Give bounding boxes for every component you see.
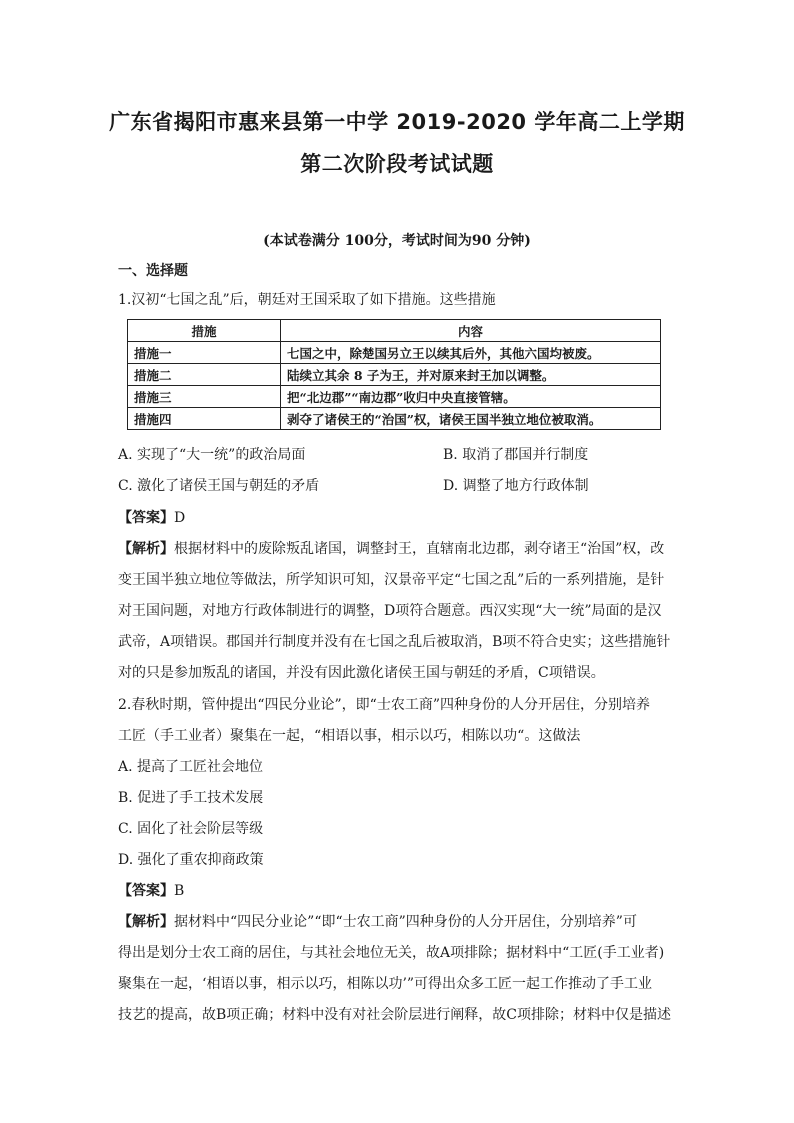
question-1-option-b: B. 取消了郡国并行制度	[443, 447, 589, 463]
question-2-answer	[118, 881, 693, 901]
question-2-analysis-line	[118, 912, 693, 932]
analysis-text: 根据材料中的废除叛乱诸国，调整封王，直辖南北边郡，剥夺诸王“治国”权，改	[174, 541, 665, 557]
table-row	[128, 364, 661, 386]
question-2-stem-line: 2.春秋时期，管仲提出“四民分业论”，即“士农工商”四种身份的人分开居住，分别培养	[118, 697, 650, 713]
exam-info: (本试卷满分 100分，考试时间为90 分钟)	[263, 233, 531, 249]
table-row	[128, 408, 661, 430]
table-header-row	[128, 320, 661, 342]
page-title-line2: 第二次阶段考试试题	[300, 152, 494, 176]
table-cell: 七国之中，除楚国另立王以续其后外，其他六国均被废。	[281, 342, 661, 364]
answer-label: 【答案】	[118, 510, 174, 526]
question-2-stem-line: 工匠（手工业者）聚集在一起，“相语以事，相示以巧，相陈以功“。这做法	[118, 728, 581, 744]
question-1-analysis-line: 对的只是参加叛乱的诸国，并没有因此激化诸侯王国与朝廷的矛盾，C项错误。	[118, 665, 605, 681]
table-cell: 把“北边郡”“南边郡”收归中央直接管辖。	[281, 386, 661, 408]
table-header-cell: 措施	[128, 320, 281, 342]
question-2-option-b: B. 促进了手工技术发展	[118, 790, 264, 806]
question-1-option-a: A. 实现了“大一统”的政治局面	[118, 447, 306, 463]
question-1-option-c: C. 激化了诸侯王国与朝廷的矛盾	[118, 478, 320, 494]
measures-table	[127, 319, 661, 430]
question-2-option-c: C. 固化了社会阶层等级	[118, 821, 264, 837]
question-1-analysis-line	[118, 539, 693, 559]
table-cell: 措施一	[128, 342, 281, 364]
table-header-cell: 内容	[281, 320, 661, 342]
answer-value: D	[174, 510, 186, 526]
question-1-analysis-line: 变王国半独立地位等做法，所学知识可知，汉景帝平定“七国之乱”后的一系列措施，是针	[118, 572, 665, 588]
table-cell: 措施二	[128, 364, 281, 386]
question-2-option-a: A. 提高了工匠社会地位	[118, 759, 264, 775]
answer-label: 【答案】	[118, 883, 174, 899]
answer-value: B	[174, 883, 185, 899]
question-1-analysis-line: 对王国问题，对地方行政体制进行的调整，D项符合题意。西汉实现“大一统”局面的是汉	[118, 603, 662, 619]
table-cell: 陆续立其余 8 子为王，并对原来封王加以调整。	[281, 364, 661, 386]
table-row	[128, 386, 661, 408]
question-2-option-d: D. 强化了重农抑商政策	[118, 852, 264, 868]
question-2-analysis-line: 技艺的提高，故B项正确；材料中没有对社会阶层进行阐释，故C项排除；材料中仅是描述	[118, 1007, 671, 1023]
table-cell: 措施四	[128, 408, 281, 430]
question-1-analysis-line: 武帝，A项错误。郡国并行制度并没有在七国之乱后被取消，B项不符合史实；这些措施针	[118, 634, 671, 650]
question-1-option-d: D. 调整了地方行政体制	[443, 478, 589, 494]
table-row	[128, 342, 661, 364]
question-2-analysis-line: 得出是划分士农工商的居住，与其社会地位无关，故A项排除；据材料中“工匠(手工业者)	[118, 945, 665, 961]
analysis-text: 据材料中“四民分业论”“即“士农工商”四种身份的人分开居住，分别培养”可	[174, 914, 637, 930]
analysis-label: 【解析】	[118, 914, 174, 930]
question-2-analysis-line: 聚集在一起，‘相语以事，相示以巧，相陈以功’”可得出众多工匠一起工作推动了手工业	[118, 976, 653, 992]
question-1-stem: 1.汉初“七国之乱”后，朝廷对王国采取了如下措施。这些措施	[118, 292, 496, 308]
section-heading: 一、选择题	[118, 263, 188, 279]
page-title: 广东省揭阳市惠来县第一中学 2019-2020 学年高二上学期	[109, 110, 685, 134]
question-1-answer	[118, 508, 693, 528]
analysis-label: 【解析】	[118, 541, 174, 557]
table-cell: 剥夺了诸侯王的“治国”权，诸侯王国半独立地位被取消。	[281, 408, 661, 430]
table-cell: 措施三	[128, 386, 281, 408]
